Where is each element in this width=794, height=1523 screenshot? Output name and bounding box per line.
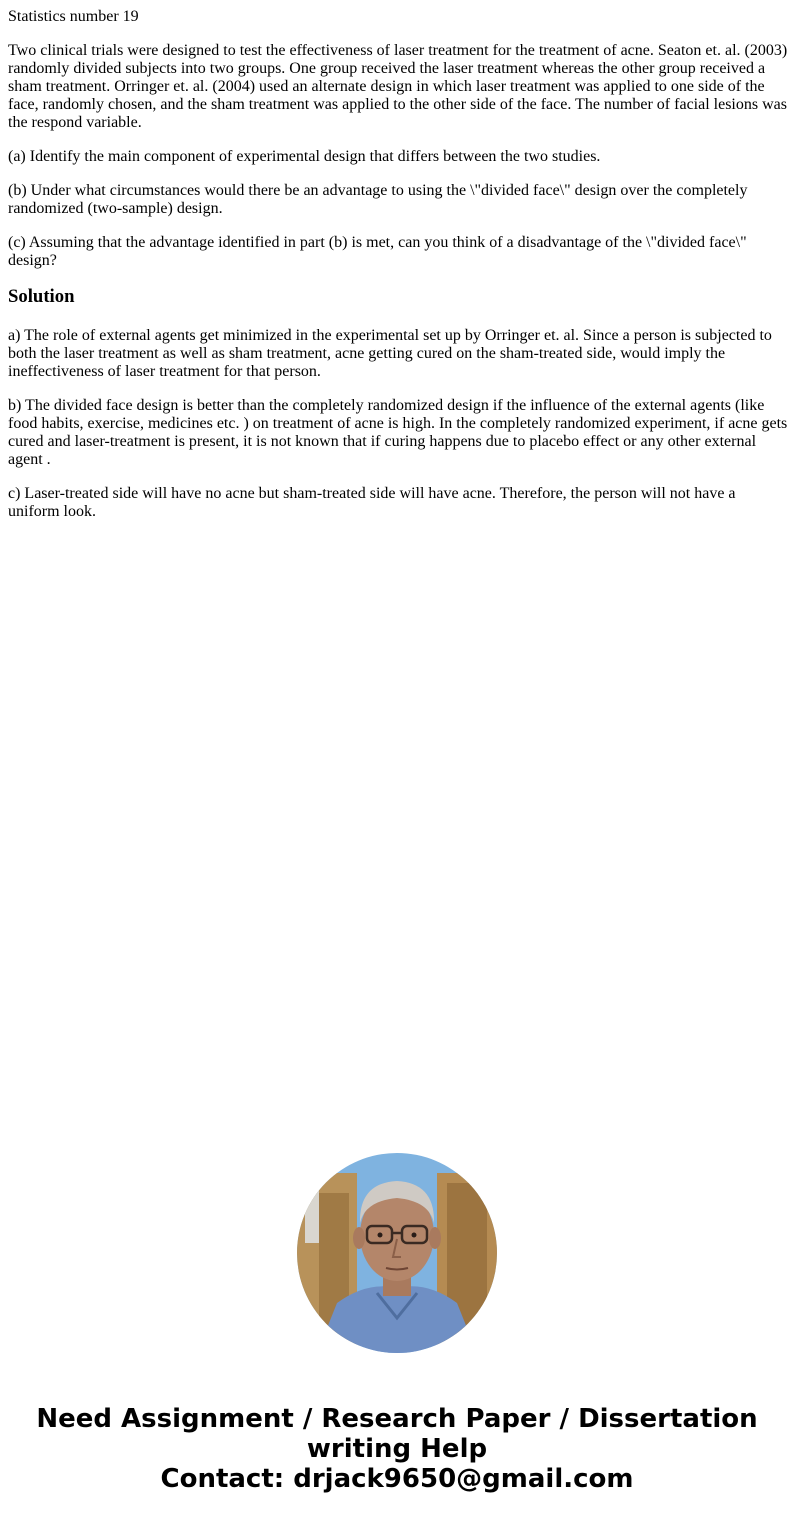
tutor-portrait-image	[297, 1153, 497, 1353]
solution-answer-a: a) The role of external agents get minimized in the experimental set up by Orringer et. al. Since a person is subjected to both the laser treatment as well as sham treatment, acne getting cured on the sham-treated side, would imply the ineffectiveness of laser treatment for that person.	[8, 327, 772, 380]
solution-answer-c: c) Laser-treated side will have no acne but sham-treated side will have acne. Therefore, the person will not have a uniform look.	[8, 485, 736, 520]
solution-heading: Solution	[8, 286, 75, 307]
banner-contact-email: Contact: drjack9650@gmail.com	[160, 1464, 634, 1494]
contact-banner	[0, 1404, 794, 1494]
question-part-b: (b) Under what circumstances would there be an advantage to using the \"divided face\" design over the completely randomized (two-sample) design.	[8, 182, 748, 217]
document-body	[8, 8, 788, 537]
question-part-a: (a) Identify the main component of experimental design that differs between the two studies.	[8, 148, 601, 165]
question-intro: Two clinical trials were designed to test the effectiveness of laser treatment for the treatment of acne. Seaton et. al. (2003) randomly divided subjects into two groups. One group received the laser treatment whereas the other group received a sham treatment. Orringer et. al. (2004) used an alternate design in which laser treatment was applied to one side of the face, randomly chosen, and the sham treatment was applied to the other side of the face. The number of facial lesions was the respond variable.	[8, 42, 788, 131]
banner-headline: Need Assignment / Research Paper / Dissertation writing Help	[36, 1404, 758, 1464]
question-title: Statistics number 19	[8, 8, 139, 25]
question-part-c: (c) Assuming that the advantage identified in part (b) is met, can you think of a disadvantage of the \"divided face\" design?	[8, 234, 747, 269]
solution-answer-b: b) The divided face design is better than the completely randomized design if the influence of the external agents (like food habits, exercise, medicines etc. ) on treatment of acne is high. In the completely randomized experiment, if acne gets cured and laser-treatment is present, it is not known that if curing happens due to placebo effect or any other external agent .	[8, 397, 788, 468]
tutor-avatar	[297, 1153, 497, 1353]
